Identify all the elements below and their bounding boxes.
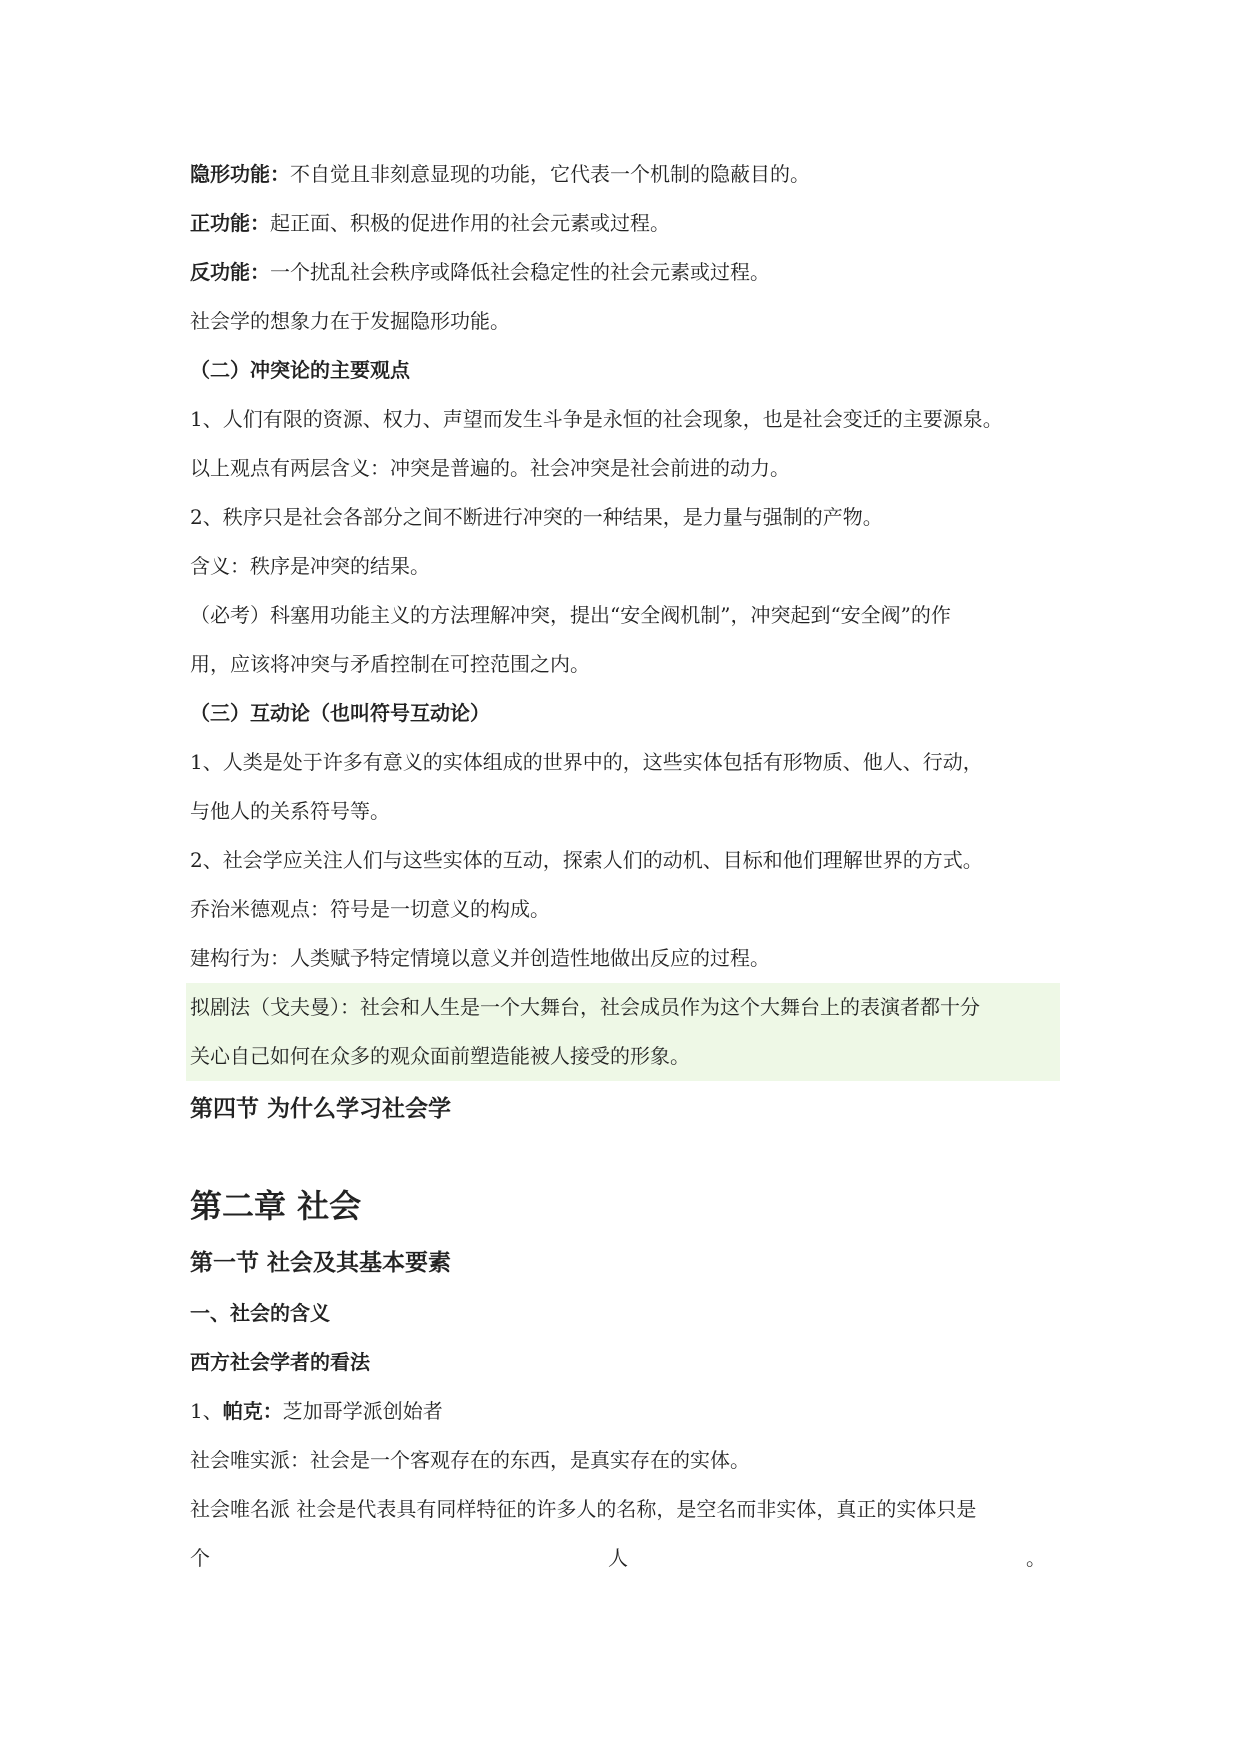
subheading-conflict-theory: （二）冲突论的主要观点 [190, 358, 410, 382]
paragraph-park [190, 1387, 1060, 1436]
paragraph-realism: 社会唯实派：社会是一个客观存在的东西，是真实存在的实体。 [190, 1448, 750, 1472]
paragraph-dramaturgy-2: 关心自己如何在众多的观众面前塑造能被人接受的形象。 [190, 1044, 690, 1068]
definition-dysfunction: 一个扰乱社会秩序或降低社会稳定性的社会元素或过程。 [270, 260, 770, 284]
term-positive-function: 正功能： [190, 211, 270, 235]
term-dysfunction: 反功能： [190, 260, 270, 284]
paragraph-interaction-1a: 1、人类是处于许多有意义的实体组成的世界中的，这些实体包括有形物质、他人、行动， [190, 750, 983, 774]
list-number: 1、 [190, 1399, 223, 1423]
paragraph-nominalism: 社会唯名派 社会是代表具有同样特征的许多人的名称，是空名而非实体，真正的实体只是 [190, 1497, 977, 1521]
document-page [190, 150, 1060, 1583]
paragraph-imagination: 社会学的想象力在于发掘隐形功能。 [190, 309, 510, 333]
subheading-interaction-theory: （三）互动论（也叫符号互动论） [190, 701, 490, 725]
char-period: 。 [1026, 1546, 1046, 1570]
paragraph-conflict-1: 1、人们有限的资源、权力、声望而发生斗争是永恒的社会现象，也是社会变迁的主要源泉。 [190, 407, 1003, 431]
paragraph-nominalism-end [190, 1534, 1046, 1583]
term-park: 帕克： [222, 1399, 283, 1423]
definition-positive-function: 起正面、积极的促进作用的社会元素或过程。 [270, 211, 670, 235]
definition-hidden-function: 不自觉且非刻意显现的功能，它代表一个机制的隐蔽目的。 [290, 162, 810, 186]
section-heading-society-elements: 第一节 社会及其基本要素 [190, 1250, 452, 1276]
section-heading-why-sociology: 第四节 为什么学习社会学 [190, 1096, 452, 1122]
spacer [190, 1137, 1060, 1175]
paragraph-positive-function [190, 199, 1060, 248]
paragraph-conflict-2: 2、秩序只是社会各部分之间不断进行冲突的一种结果，是力量与强制的产物。 [190, 505, 883, 529]
paragraph-conflict-meaning: 以上观点有两层含义：冲突是普遍的。社会冲突是社会前进的动力。 [190, 456, 790, 480]
paragraph-coser-1: （必考）科塞用功能主义的方法理解冲突，提出“安全阀机制”，冲突起到“安全阀”的作 [190, 603, 951, 627]
paragraph-construct: 建构行为：人类赋予特定情境以意义并创造性地做出反应的过程。 [190, 946, 770, 970]
char-ge: 个 [190, 1546, 210, 1570]
paragraph-interaction-1b: 与他人的关系符号等。 [190, 799, 390, 823]
paragraph-dysfunction [190, 248, 1060, 297]
char-ren: 人 [608, 1546, 628, 1570]
chapter-heading-society: 第二章 社会 [190, 1187, 362, 1225]
paragraph-dramaturgy-1: 拟剧法（戈夫曼）：社会和人生是一个大舞台，社会成员作为这个大舞台上的表演者都十分 [190, 995, 980, 1019]
subheading-meaning-of-society: 一、社会的含义 [190, 1301, 330, 1325]
subheading-western-views: 西方社会学者的看法 [190, 1350, 370, 1374]
paragraph-coser-2: 用，应该将冲突与矛盾控制在可控范围之内。 [190, 652, 590, 676]
paragraph-hidden-function [190, 150, 1060, 199]
definition-park: 芝加哥学派创始者 [282, 1399, 443, 1423]
paragraph-interaction-2: 2、社会学应关注人们与这些实体的互动，探索人们的动机、目标和他们理解世界的方式。 [190, 848, 983, 872]
term-hidden-function: 隐形功能： [190, 162, 290, 186]
paragraph-mead: 乔治米德观点：符号是一切意义的构成。 [190, 897, 550, 921]
paragraph-order-meaning: 含义：秩序是冲突的结果。 [190, 554, 430, 578]
highlighted-block-dramaturgy [186, 983, 1060, 1081]
